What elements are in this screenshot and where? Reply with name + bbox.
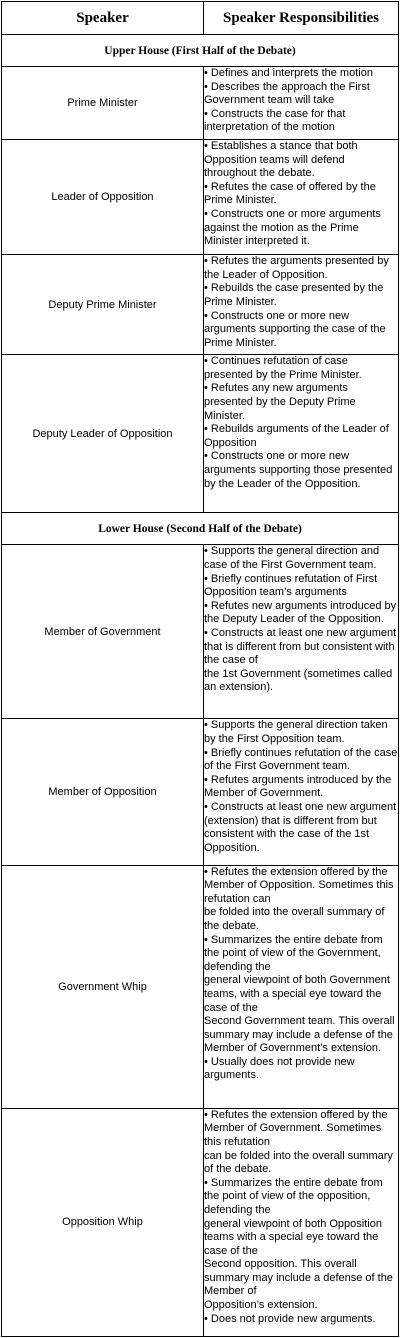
speaker-cell: Opposition Whip — [2, 1108, 204, 1336]
table-row — [2, 355, 399, 513]
table-row — [2, 1108, 399, 1336]
responsibilities-cell — [204, 355, 399, 513]
responsibilities-text: • Continues refutation of case presented by the Prime Minister. • Refutes any new arguments presented by the Deputy Prime Minister. • Rebuilds arguments of the Leader of Opposition • Constructs one or more new arguments supporting those presented by the Leader of the Opposition. — [204, 355, 393, 490]
responsibilities-cell — [204, 545, 399, 719]
section-row-lower-house — [2, 513, 399, 545]
table-row — [2, 255, 399, 355]
speaker-responsibilities-table — [1, 1, 399, 1337]
header-speaker: Speaker — [2, 2, 204, 35]
responsibilities-cell — [204, 1108, 399, 1336]
section-row-upper-house — [2, 35, 399, 67]
responsibilities-text: • Refutes the extension offered by the Member of Opposition. Sometimes this refutation can be folded into the overall summary of the debate. • Summarizes the entire debate from the point of view of the Government, defending the general viewpoint of both Government teams, with a special eye toward the case of the Second Government team. This overall summary may include a defense of the Member of Government’s extension. • Usually does not provide new arguments. — [204, 865, 395, 1082]
responsibilities-cell — [204, 67, 399, 140]
responsibilities-text: • Establishes a stance that both Opposition teams will defend throughout the debate. • Refutes the case of offered by the Prime Minister. • Constructs one or more arguments against the motion as the Prime Minister interpreted it. — [204, 140, 381, 248]
responsibilities-cell — [204, 865, 399, 1108]
section-title-lower-house: Lower House (Second Half of the Debate) — [2, 513, 399, 545]
table-row — [2, 865, 399, 1108]
responsibilities-text: • Defines and interprets the motion • Describes the approach the First Government team will take • Constructs the case for that interpretation of the motion — [204, 67, 373, 134]
responsibilities-text: • Refutes the extension offered by the Member of Government. Sometimes this refutation can be folded into the overall summary of the debate. • Summarizes the entire debate from the point of view of the opposition, defending the general viewpoint of both Opposition teams with a special eye toward the case of the Second opposition. This overall summary may include a defense of the Member of Opposition’s extension. • Does not provide new arguments. — [204, 1108, 393, 1325]
responsibilities-cell — [204, 255, 399, 355]
responsibilities-cell — [204, 719, 399, 865]
responsibilities-text: • Supports the general direction and case of the First Government team. • Briefly continues refutation of First Opposition team’s arguments • Refutes new arguments introduced by the Deputy Leader of the Opposition. • Constructs at least one new argument that is different from but consistent with the case of the 1st Government (sometimes called an extension). — [204, 545, 397, 694]
responsibilities-cell — [204, 140, 399, 255]
speaker-cell: Member of Government — [2, 545, 204, 719]
speaker-cell: Member of Opposition — [2, 719, 204, 865]
header-responsibilities: Speaker Responsibilities — [204, 2, 399, 35]
section-title-upper-house: Upper House (First Half of the Debate) — [2, 35, 399, 67]
speaker-cell: Prime Minister — [2, 67, 204, 140]
speaker-cell: Deputy Prime Minister — [2, 255, 204, 355]
table-row — [2, 545, 399, 719]
speaker-cell: Leader of Opposition — [2, 140, 204, 255]
table-row — [2, 719, 399, 865]
responsibilities-text: • Refutes the arguments presented by the Leader of Opposition. • Rebuilds the case presented by the Prime Minister. • Constructs one or more new arguments supporting the case of the Prime Minister. — [204, 255, 389, 349]
table-row — [2, 140, 399, 255]
speaker-cell: Deputy Leader of Opposition — [2, 355, 204, 513]
header-row — [2, 2, 399, 35]
responsibilities-text: • Supports the general direction taken by the First Opposition team. • Briefly continues refutation of the case of the First Government team. • Refutes arguments introduced by the Member of Government. • Constructs at least one new argument (extension) that is different from but consistent with the case of the 1st Opposition. — [204, 719, 398, 854]
speaker-cell: Government Whip — [2, 865, 204, 1108]
table-row — [2, 67, 399, 140]
